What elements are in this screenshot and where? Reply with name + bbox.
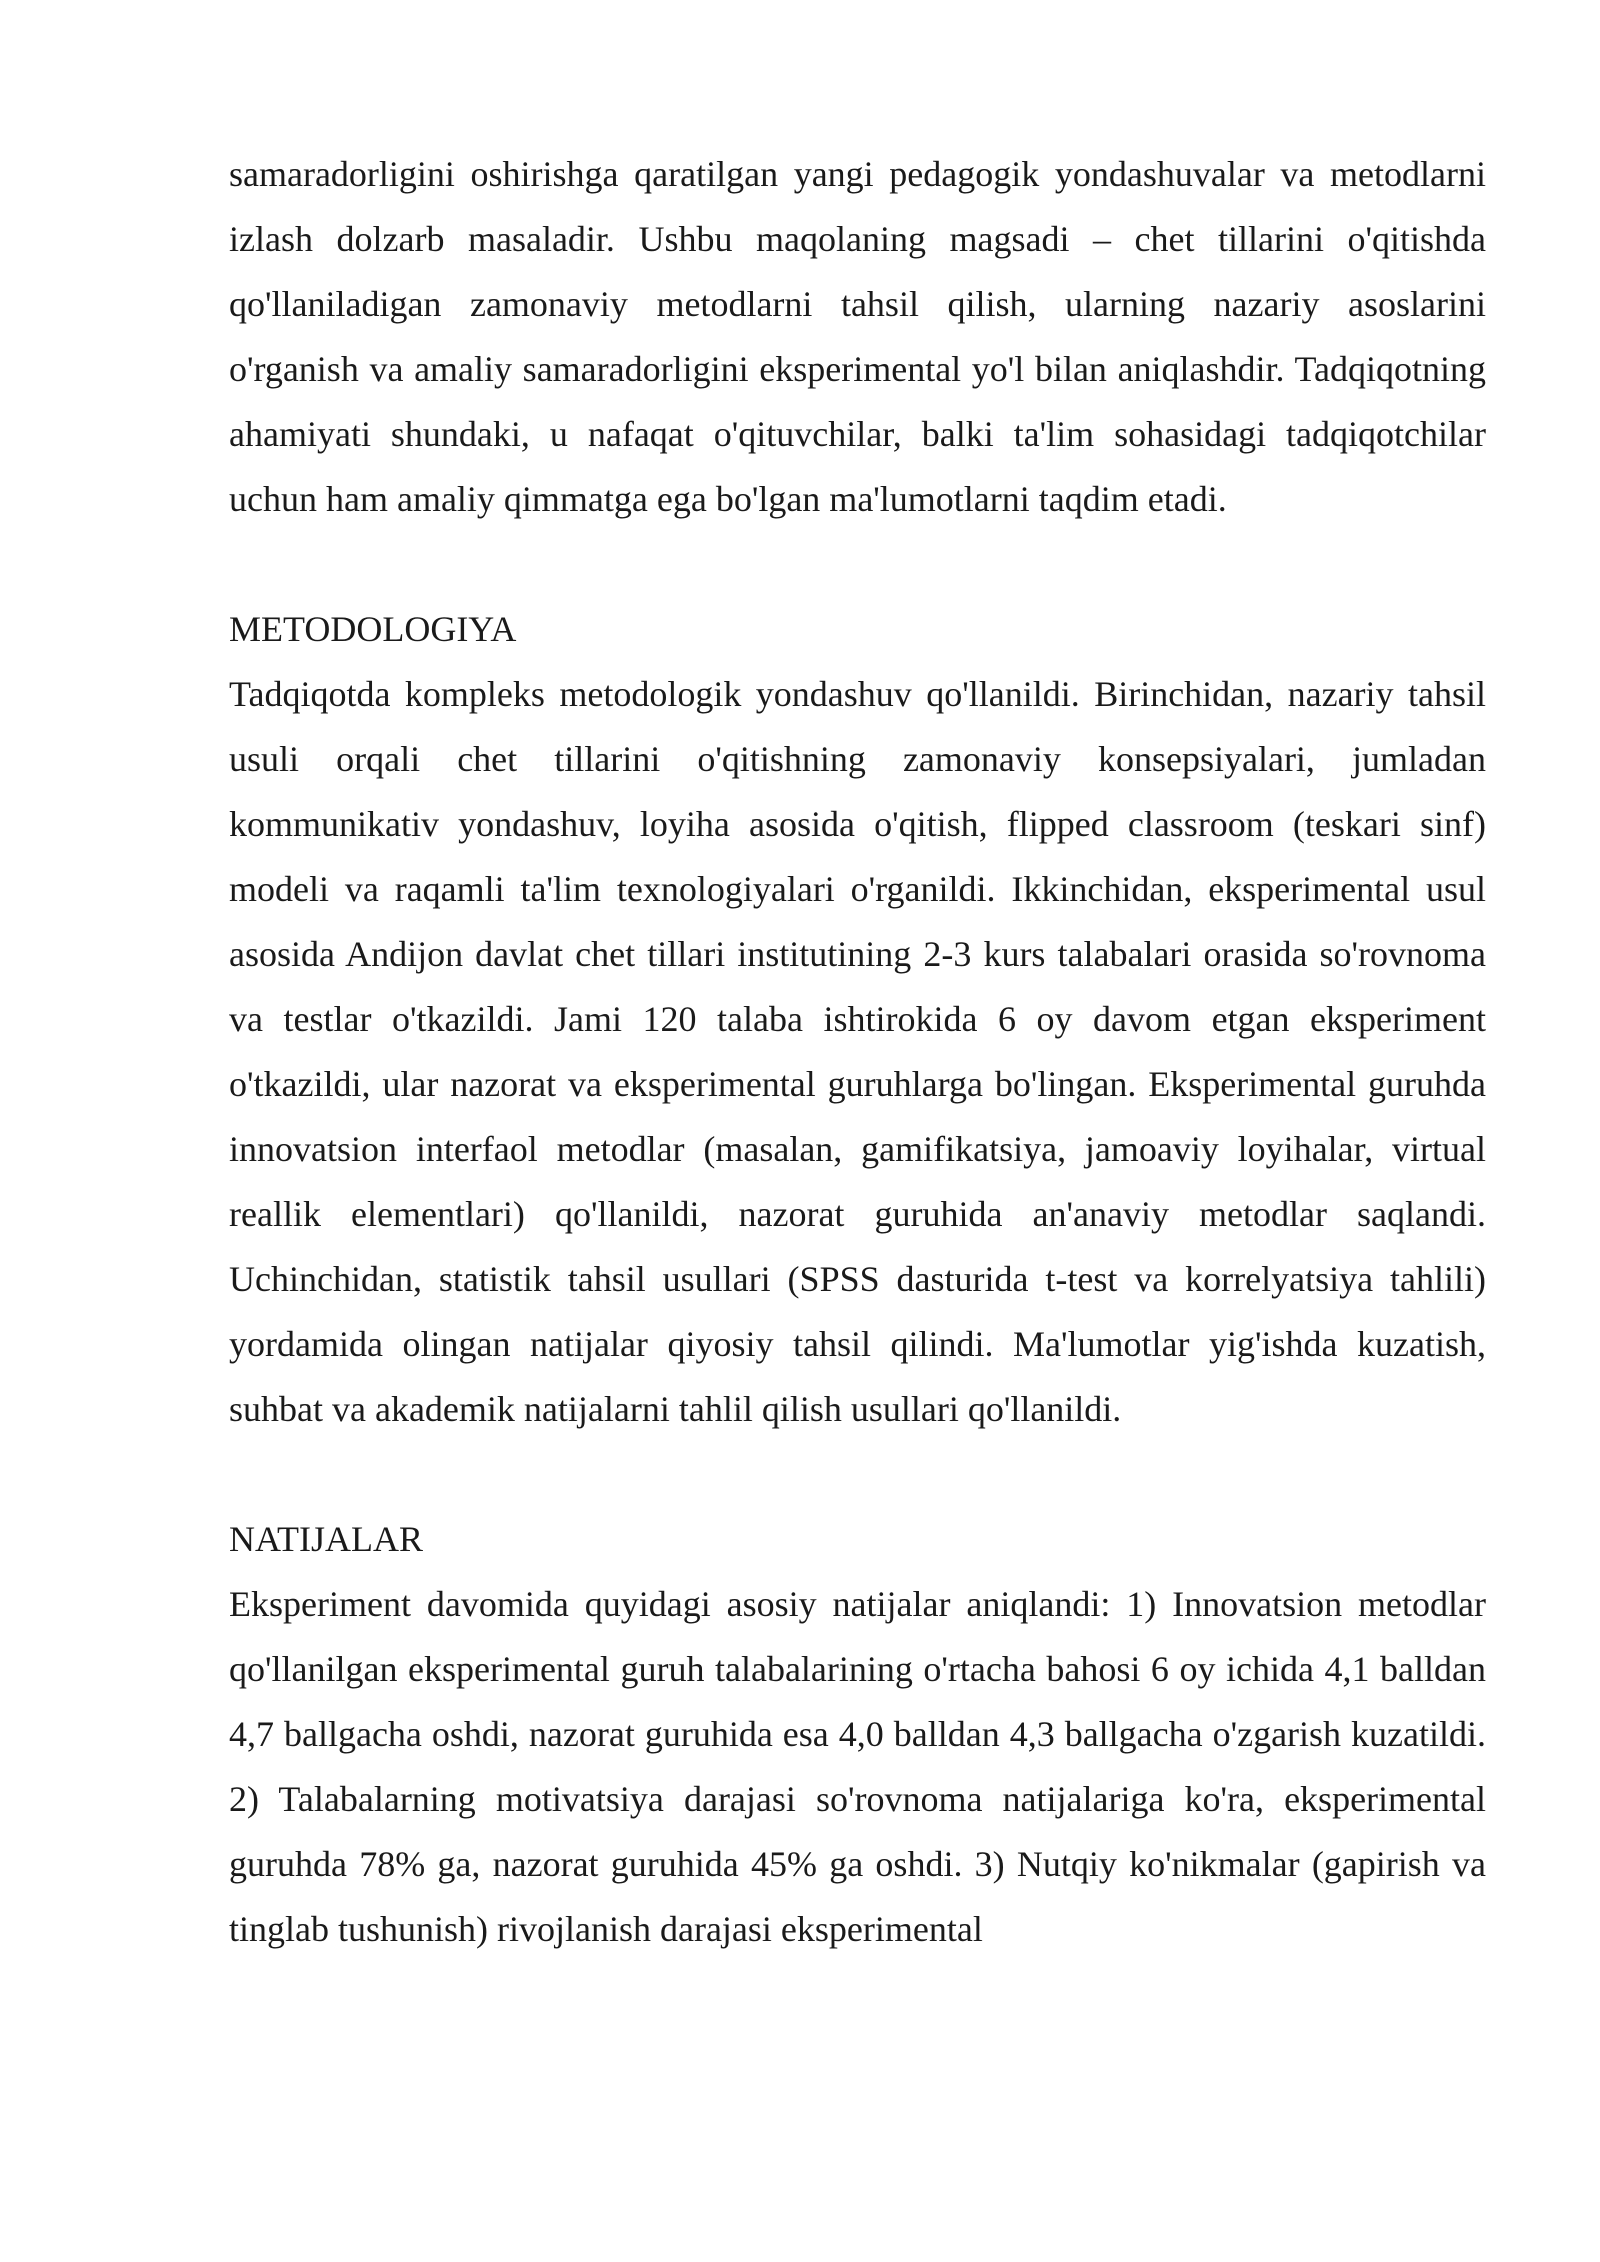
methodology-heading: METODOLOGIYA [229,609,517,649]
section-gap [229,1442,1486,1507]
methodology-paragraph: Tadqiqotda kompleks metodologik yondashuv qo'llanildi. Birinchidan, nazariy tahsil usuli orqali chet tillarini o'qitishning zamonaviy konsepsiyalari, jumladan kommunikativ yondashuv, loyiha asosida o'qitish, flipped classroom (teskari sinf) modeli va raqamli ta'lim texnologiyalari o'rganildi. Ikkinchidan, eksperimental usul asosida Andijon davlat chet tillari institutining 2-3 kurs talabalari orasida so'rovnoma va testlar o'tkazildi. Jami 120 talaba ishtirokida 6 oy davom etgan eksperiment o'tkazildi, ular nazorat va eksperimental guruhlarga bo'lingan. Eksperimental guruhda innovatsion interfaol metodlar (masalan, gamifikatsiya, jamoaviy loyihalar, virtual reallik elementlari) qo'llanildi, nazorat guruhida an'anaviy metodlar saqlandi. Uchinchidan, statistik tahsil usullari (SPSS dasturida t-test va korrelyatsiya tahlili) yordamida olingan natijalar qiyosiy tahsil qilindi. Ma'lumotlar yig'ishda kuzatish, suhbat va akademik natijalarni tahlil qilish usullari qo'llanildi. [229,674,1486,1429]
section-gap [229,532,1486,597]
document-page [229,142,1486,1962]
results-paragraph: Eksperiment davomida quyidagi asosiy natijalar aniqlandi: 1) Innovatsion metodlar qo'llanilgan eksperimental guruh talabalarining o'rtacha bahosi 6 oy ichida 4,1 balldan 4,7 ballgacha oshdi, nazorat guruhida esa 4,0 balldan 4,3 ballgacha o'zgarish kuzatildi. 2) Talabalarning motivatsiya darajasi so'rovnoma natijalariga ko'ra, eksperimental guruhda 78% ga, nazorat guruhida 45% ga oshdi. 3) Nutqiy ko'nikmalar (gapirish va tinglab tushunish) rivojlanish darajasi eksperimental [229,1584,1486,1949]
intro-paragraph: samaradorligini oshirishga qaratilgan yangi pedagogik yondashuvalar va metodlarni izlash dolzarb masaladir. Ushbu maqolaning magsadi – chet tillarini o'qitishda qo'llaniladigan zamonaviy metodlarni tahsil qilish, ularning nazariy asoslarini o'rganish va amaliy samaradorligini eksperimental yo'l bilan aniqlashdir. Tadqiqotning ahamiyati shundaki, u nafaqat o'qituvchilar, balki ta'lim sohasidagi tadqiqotchilar uchun ham amaliy qimmatga ega bo'lgan ma'lumotlarni taqdim etadi. [229,154,1486,519]
results-heading: NATIJALAR [229,1519,423,1559]
